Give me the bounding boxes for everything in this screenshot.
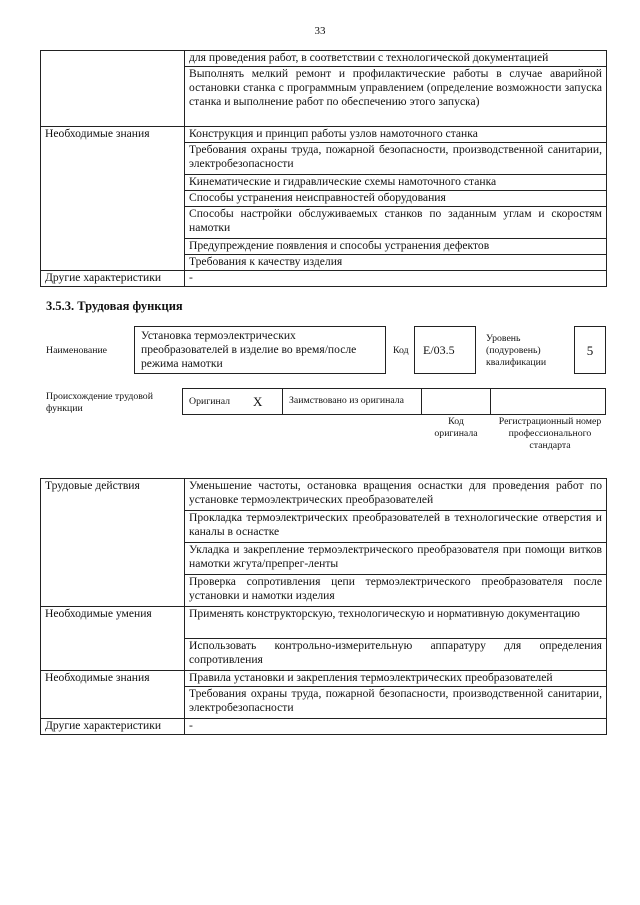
name-label: Наименование [46, 345, 108, 356]
section-title: 3.5.3. Трудовая функция [46, 299, 183, 313]
row-text: Применять конструкторскую, технологическую и нормативную документацию [185, 607, 607, 639]
table-row [41, 51, 607, 67]
row-label: Необходимые знания [41, 127, 185, 271]
table-row [41, 479, 607, 511]
row-label: Другие характеристики [41, 271, 185, 287]
row-text: Выполнять мелкий ремонт и профилактические работы в случае аварийной остановки станка с программным управлением (определение возможности запуска станка и выполнение работ по обеспечению этого запуска) [185, 67, 607, 127]
reg-caption: Регистрационный номер профессионального стандарта [498, 416, 602, 451]
function-name-value: Установка термоэлектрических преобразователей в изделие во время/после режима намотки [141, 329, 357, 370]
row-text: - [185, 719, 607, 735]
row-label: Трудовые действия [41, 479, 185, 607]
code-value: E/03.5 [423, 343, 455, 357]
row-text: Проверка сопротивления цепи термоэлектрического преобразователя после установки и намотки изделия [185, 575, 607, 607]
level-box [574, 326, 606, 374]
row-label: Необходимые умения [41, 607, 185, 671]
original-mark: X [253, 394, 263, 409]
table-row [41, 671, 607, 687]
level-value: 5 [586, 343, 594, 358]
table-row [41, 127, 607, 143]
function-name-box [134, 326, 386, 374]
origin-borrowed-cell [282, 388, 422, 415]
origin-code-cell [421, 388, 491, 415]
code-caption: Код оригинала [434, 416, 478, 439]
origin-label: Происхождение трудовой функции [46, 391, 153, 414]
borrowed-label: Заимствовано из оригинала [289, 395, 404, 406]
row-label: Необходимые знания [41, 671, 185, 719]
row-text: Способы устранения неисправностей оборудования [185, 191, 607, 207]
table-row [41, 719, 607, 735]
page-number: 33 [314, 25, 326, 37]
origin-reg-cell [490, 388, 606, 415]
row-text: Предупреждение появления и способы устранения дефектов [185, 239, 607, 255]
row-text: Прокладка термоэлектрических преобразователей в технологические отверстия и каналы в оснастке [185, 511, 607, 543]
original-label: Оригинал [189, 396, 231, 407]
row-text: Уменьшение частоты, остановка вращения оснастки для проведения работ по установке термоэлектрических преобразователей [185, 479, 607, 511]
code-box [414, 326, 476, 374]
row-text: Кинематические и гидравлические схемы намоточного станка [185, 175, 607, 191]
row-label [41, 51, 185, 127]
row-text: Конструкция и принцип работы узлов намоточного станка [185, 127, 607, 143]
level-label: Уровень (подуровень) квалификации [486, 333, 547, 368]
row-label: Другие характеристики [41, 719, 185, 735]
main-table [40, 478, 607, 735]
row-text: - [185, 271, 607, 287]
row-text: Укладка и закрепление термоэлектрического преобразователя при помощи витков намотки жгута/препрег-ленты [185, 543, 607, 575]
table-row [41, 271, 607, 287]
code-label: Код [393, 345, 409, 356]
table-row [41, 607, 607, 639]
row-text: Требования к качеству изделия [185, 255, 607, 271]
row-text: Требования охраны труда, пожарной безопасности, производственной санитарии, электробезопасности [185, 143, 607, 175]
row-text: Требования охраны труда, пожарной безопасности, производственной санитарии, электробезопасности [185, 687, 607, 719]
top-table [40, 50, 607, 287]
row-text: Правила установки и закрепления термоэлектрических преобразователей [185, 671, 607, 687]
row-text: Способы настройки обслуживаемых станков по заданным углам и скоростям намотки [185, 207, 607, 239]
row-text: Использовать контрольно-измерительную аппаратуру для определения сопротивления [185, 639, 607, 671]
origin-original-cell [182, 388, 283, 415]
row-text: для проведения работ, в соответствии с технологической документацией [185, 51, 607, 67]
